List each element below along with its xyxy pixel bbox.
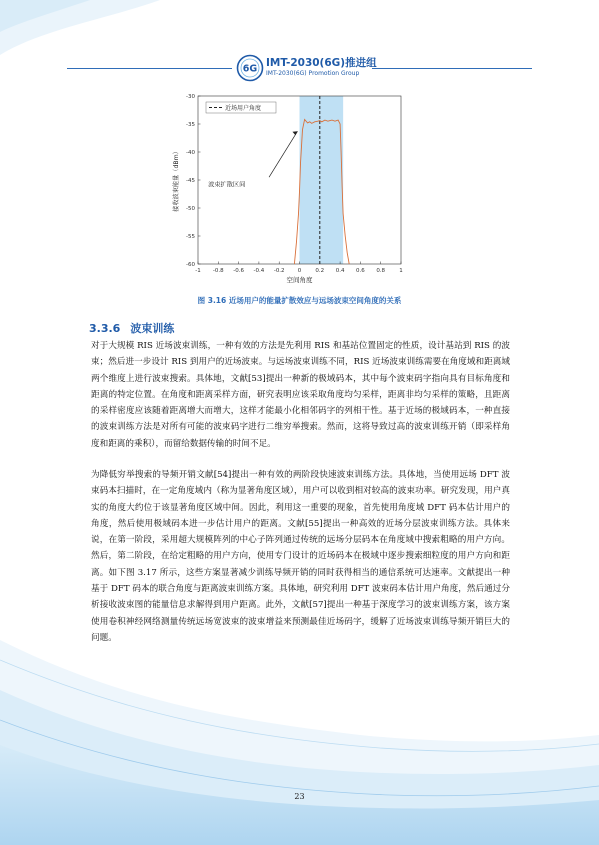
x-tick-label: 1: [399, 268, 403, 274]
x-tick-label: 0.2: [315, 268, 325, 274]
x-tick-label: -0.2: [273, 268, 285, 274]
y-tick-label: -55: [186, 234, 195, 240]
x-tick-label: -0.6: [233, 268, 244, 274]
svg-text:6G: 6G: [242, 63, 258, 75]
y-tick-label: -60: [186, 262, 195, 268]
section-title: 波束训练: [130, 322, 175, 335]
header-subtitle: IMT-2030(6G) Promotion Group: [266, 70, 360, 77]
x-tick-label: 0: [297, 268, 302, 274]
body-paragraph: 对于大规模 RIS 近场波束训练，一种有效的方法是先利用 RIS 和基站位置固定的性质，设计基站到 RIS 的波束；然后进一步设计 RIS 到用户的近场波束。与远场波束训练不同，RIS 近场波束训练需要在角度域和距离域两个维度上进行波束搜索。具体地，文献[53]提出一种新的极域码本，其中每个波束码字指向具有目标角度和距离的特定位置。在角度和距离采样方面，研究表明应该采取角度均匀采样，距离非均匀采样的策略，且距离的采样密度应该随着距离增大而增大，这样才能最小化相邻码字的列相干性。基于近场的极域码本，一种直接的波束训练方法是对所有可能的波束码字进行二维穷举搜索。然而，这将导致过高的波束训练开销（即采样角度和距离的乘积），而留给数据传输的时间不足。: [91, 341, 510, 449]
legend-label: 近场用户角度: [225, 105, 262, 112]
x-tick-label: -0.4: [253, 268, 265, 274]
y-tick-label: -30: [186, 94, 195, 100]
y-axis-label: 接收波束能量（dBm）: [173, 148, 180, 212]
y-tick-label: -35: [186, 122, 195, 128]
header-rule-right: [372, 68, 532, 69]
section-heading: [89, 320, 184, 336]
y-tick-label: -45: [186, 178, 195, 184]
header-rule-left: [67, 68, 232, 69]
x-tick-label: -0.8: [212, 268, 224, 274]
x-axis-label: 空间角度: [286, 276, 313, 284]
annotation-label: 波束扩散区间: [208, 181, 246, 189]
beam-energy-chart: [160, 90, 410, 290]
figure-caption: 图 3.16 近场用户的能量扩散效应与远场波束空间角度的关系: [197, 296, 402, 305]
annotation-arrow-head: [292, 131, 297, 135]
header-title: IMT-2030(6G)推进组: [266, 57, 377, 69]
x-tick-label: -1: [195, 268, 201, 274]
body-paragraph: 为降低穷举搜索的导频开销文献[54]提出一种有效的两阶段快速波束训练方法。具体地，当使用远场 DFT 波束码本扫描时，在一定角度域内（称为显著角度区域），用户可以收到相对较高的波束功率。研究发现，用户真实的角度大约位于该显著角度区域中间。因此，利用这一重要的现象，首先使用角度域 DFT 码本估计用户的角度，然后使用极域码本进一步估计用户的距离。文献[55]提出一种高效的近场分层波束训练方法。具体来说，在第一阶段，采用超大规模阵列的中心子阵列通过传统的远场分层码本在角度域中搜索粗略的用户方向。然后，第二阶段，在给定粗略的用户方向，使用专门设计的近场码本在极域中逐步搜索细粒度的用户方向和距离。如下图 3.17 所示，这些方案显著减少训练导频开销的同时获得相当的通信系统可达速率。文献提出一种基于 DFT 码本的联合角度与距离波束训练方案。具体地，研究利用 DFT 波束码本估计用户角度，然后通过分析接收波束图的能量信息求解得到用户距离。此外，文献[57]提出一种基于深度学习的波束训练方案，该方案使用卷积神经网络测量传统远场宽波束的波束增益来预测最佳近场码字，缓解了近场波束训练导频开销巨大的问题。: [91, 470, 510, 643]
section-number: 3.3.6: [89, 322, 121, 335]
x-tick-label: 0.8: [376, 268, 386, 274]
x-tick-label: 0.6: [356, 268, 365, 274]
y-tick-label: -50: [186, 206, 195, 212]
annotation-arrow-line: [269, 131, 297, 177]
y-tick-label: -40: [186, 150, 195, 156]
x-tick-label: 0.4: [335, 268, 345, 274]
page-number: 23: [294, 792, 305, 801]
imt2030-logo-icon: [236, 54, 264, 82]
